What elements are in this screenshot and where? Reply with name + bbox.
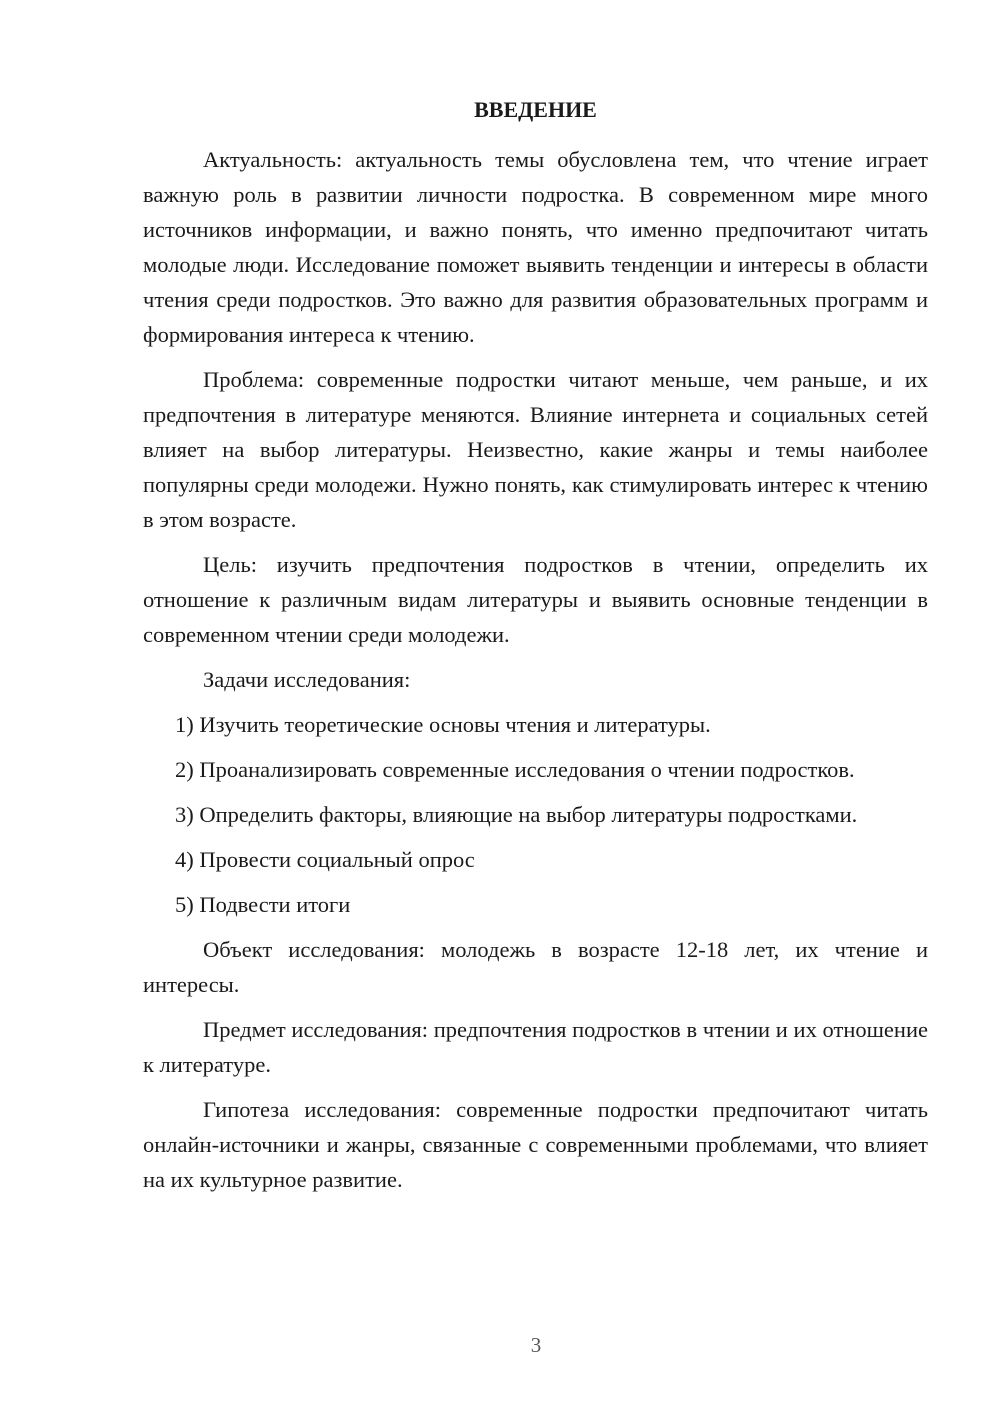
paragraph-tasks-heading: Задачи исследования: [203,667,411,692]
task-item-3: 3) Определить факторы, влияющие на выбор литературы подростками. [175,802,858,827]
paragraph-subject: Предмет исследования: предпочтения подростков в чтении и их отношение к литературе. [143,1017,928,1077]
paragraph-goal: Цель: изучить предпочтения подростков в чтении, определить их отношение к различным видам литературы и выявить основные тенденции в современном чтении среди молодежи. [143,552,928,647]
task-item-5: 5) Подвести итоги [175,892,351,917]
task-item-4: 4) Провести социальный опрос [175,847,475,872]
section-title: ВВЕДЕНИЕ [474,97,597,122]
paragraph-hypothesis: Гипотеза исследования: современные подростки предпочитают читать онлайн-источники и жанры, связанные с современными проблемами, что влияет на их культурное развитие. [143,1097,928,1192]
document-page [143,92,928,1207]
paragraph-object: Объект исследования: молодежь в возрасте 12-18 лет, их чтение и интересы. [143,937,928,997]
paragraph-problem: Проблема: современные подростки читают меньше, чем раньше, и их предпочтения в литературе меняются. Влияние интернета и социальных сетей влияет на выбор литературы. Неизвестно, какие жанры и темы наиболее популярны среди молодежи. Нужно понять, как стимулировать интерес к чтению в этом возрасте. [143,367,928,532]
page-number: 3 [530,1333,542,1357]
task-item-2: 2) Проанализировать современные исследования о чтении подростков. [175,757,855,782]
paragraph-relevance: Актуальность: актуальность темы обусловлена тем, что чтение играет важную роль в развитии личности подростка. В современном мире много источников информации, и важно понять, что именно предпочитают читать молодые люди. Исследование поможет выявить тенденции и интересы в области чтения среди подростков. Это важно для развития образовательных программ и формирования интереса к чтению. [143,147,928,347]
task-item-1: 1) Изучить теоретические основы чтения и литературы. [175,712,711,737]
